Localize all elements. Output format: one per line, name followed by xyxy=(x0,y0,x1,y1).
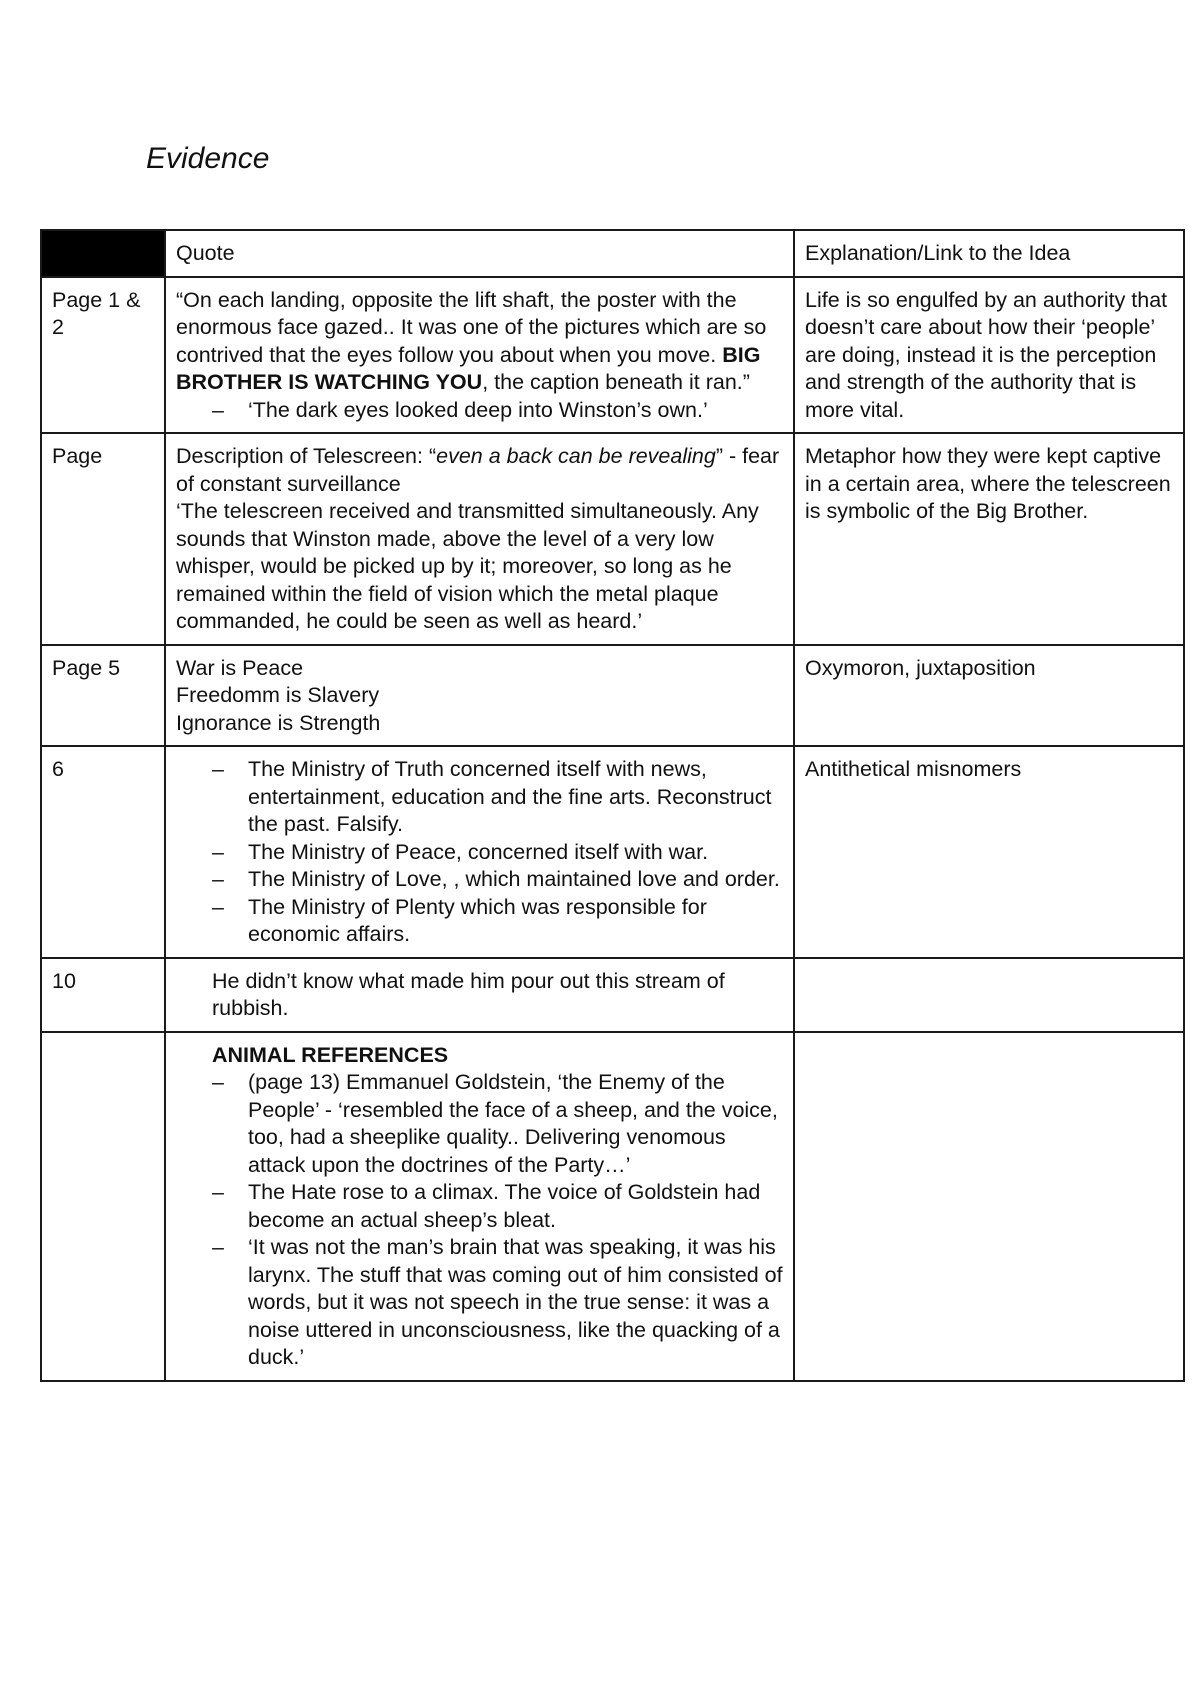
table-row xyxy=(41,277,1184,434)
list-item: – The Ministry of Truth concerned itself with news, entertainment, education and the fine arts. Reconstruct the past. Falsify. xyxy=(212,756,783,839)
quote-emphasis: BIG BROTHER IS WATCHING YOU xyxy=(176,342,761,394)
table-row xyxy=(41,746,1184,958)
table-row xyxy=(41,1032,1184,1381)
page-cell xyxy=(41,1032,165,1381)
page-cell: Page 1 & 2 xyxy=(41,277,165,434)
quote-cell xyxy=(165,958,794,1032)
quote-text: He didn’t know what made him pour out this stream of rubbish. xyxy=(212,968,725,1020)
quote-text: ‘The telescreen received and transmitted simultaneously. Any sounds that Winston made, above the level of a very low whisper, would be picked up by it; moreover, so long as he remained within the field of vision which the metal plaque commanded, he could be seen as well as heard.’ xyxy=(176,499,759,633)
quote-bullets xyxy=(176,397,783,425)
header-quote: Quote xyxy=(165,230,794,277)
quote-text: “On each landing, opposite the lift shaft, the poster with the enormous face gazed.. It was one of the pictures which are so contrived that the eyes follow you about when you move. xyxy=(176,287,767,367)
table-row xyxy=(41,433,1184,645)
explanation-cell xyxy=(794,1032,1184,1381)
quote-bullets xyxy=(176,1069,783,1372)
evidence-table xyxy=(40,229,1185,1382)
list-item: – (page 13) Emmanuel Goldstein, ‘the Enemy of the People’ - ‘resembled the face of a sheep, and the voice, too, had a sheeplike quality.. Delivering venomous attack upon the doctrines of the Party…’ xyxy=(212,1069,783,1179)
header-explanation: Explanation/Link to the Idea xyxy=(794,230,1184,277)
quote-cell xyxy=(165,645,794,747)
quote-cell xyxy=(165,433,794,645)
quote-cell xyxy=(165,746,794,958)
quote-emphasis: even a back can be revealing xyxy=(436,444,716,468)
quote-line: Ignorance is Strength xyxy=(176,710,381,735)
page-cell: Page 5 xyxy=(41,645,165,747)
explanation-cell: Oxymoron, juxtaposition xyxy=(794,645,1184,747)
quote-text: Description of Telescreen: “ xyxy=(176,444,437,468)
explanation-cell: Antithetical misnomers xyxy=(794,746,1184,958)
list-item: – The Ministry of Plenty which was responsible for economic affairs. xyxy=(212,894,783,949)
list-item: – The Ministry of Love, , which maintained love and order. xyxy=(212,866,783,894)
list-item: – The Hate rose to a climax. The voice of Goldstein had become an actual sheep’s bleat. xyxy=(212,1179,783,1234)
quote-cell xyxy=(165,1032,794,1381)
explanation-cell: Metaphor how they were kept captive in a certain area, where the telescreen is symbolic of the Big Brother. xyxy=(794,433,1184,645)
quote-bullets xyxy=(176,756,783,949)
section-heading: ANIMAL REFERENCES xyxy=(212,1042,449,1067)
header-page-cell xyxy=(41,230,165,277)
page-cell: 6 xyxy=(41,746,165,958)
quote-line: War is Peace xyxy=(176,655,304,680)
explanation-cell: Life is so engulfed by an authority that doesn’t care about how their ‘people’ are doing, instead it is the perception and strength of the authority that is more vital. xyxy=(794,277,1184,434)
table-row xyxy=(41,958,1184,1032)
quote-text: , the caption beneath it ran.” xyxy=(482,370,750,394)
header-row xyxy=(41,230,1184,277)
page-title: Evidence xyxy=(146,142,270,175)
page-cell: Page xyxy=(41,433,165,645)
list-item: – The Ministry of Peace, concerned itself with war. xyxy=(212,839,783,867)
page-cell: 10 xyxy=(41,958,165,1032)
explanation-cell xyxy=(794,958,1184,1032)
quote-text: ” - fear of constant surveillance xyxy=(176,444,780,496)
table-row xyxy=(41,645,1184,747)
quote-cell xyxy=(165,277,794,434)
list-item: – ‘It was not the man’s brain that was speaking, it was his larynx. The stuff that was coming out of him consisted of words, but it was not speech in the true sense: it was a noise uttered in unconsciousness, like the quacking of a duck.’ xyxy=(212,1234,783,1372)
quote-line: Freedomm is Slavery xyxy=(176,683,380,707)
list-item: – ‘The dark eyes looked deep into Winston’s own.’ xyxy=(212,397,783,425)
